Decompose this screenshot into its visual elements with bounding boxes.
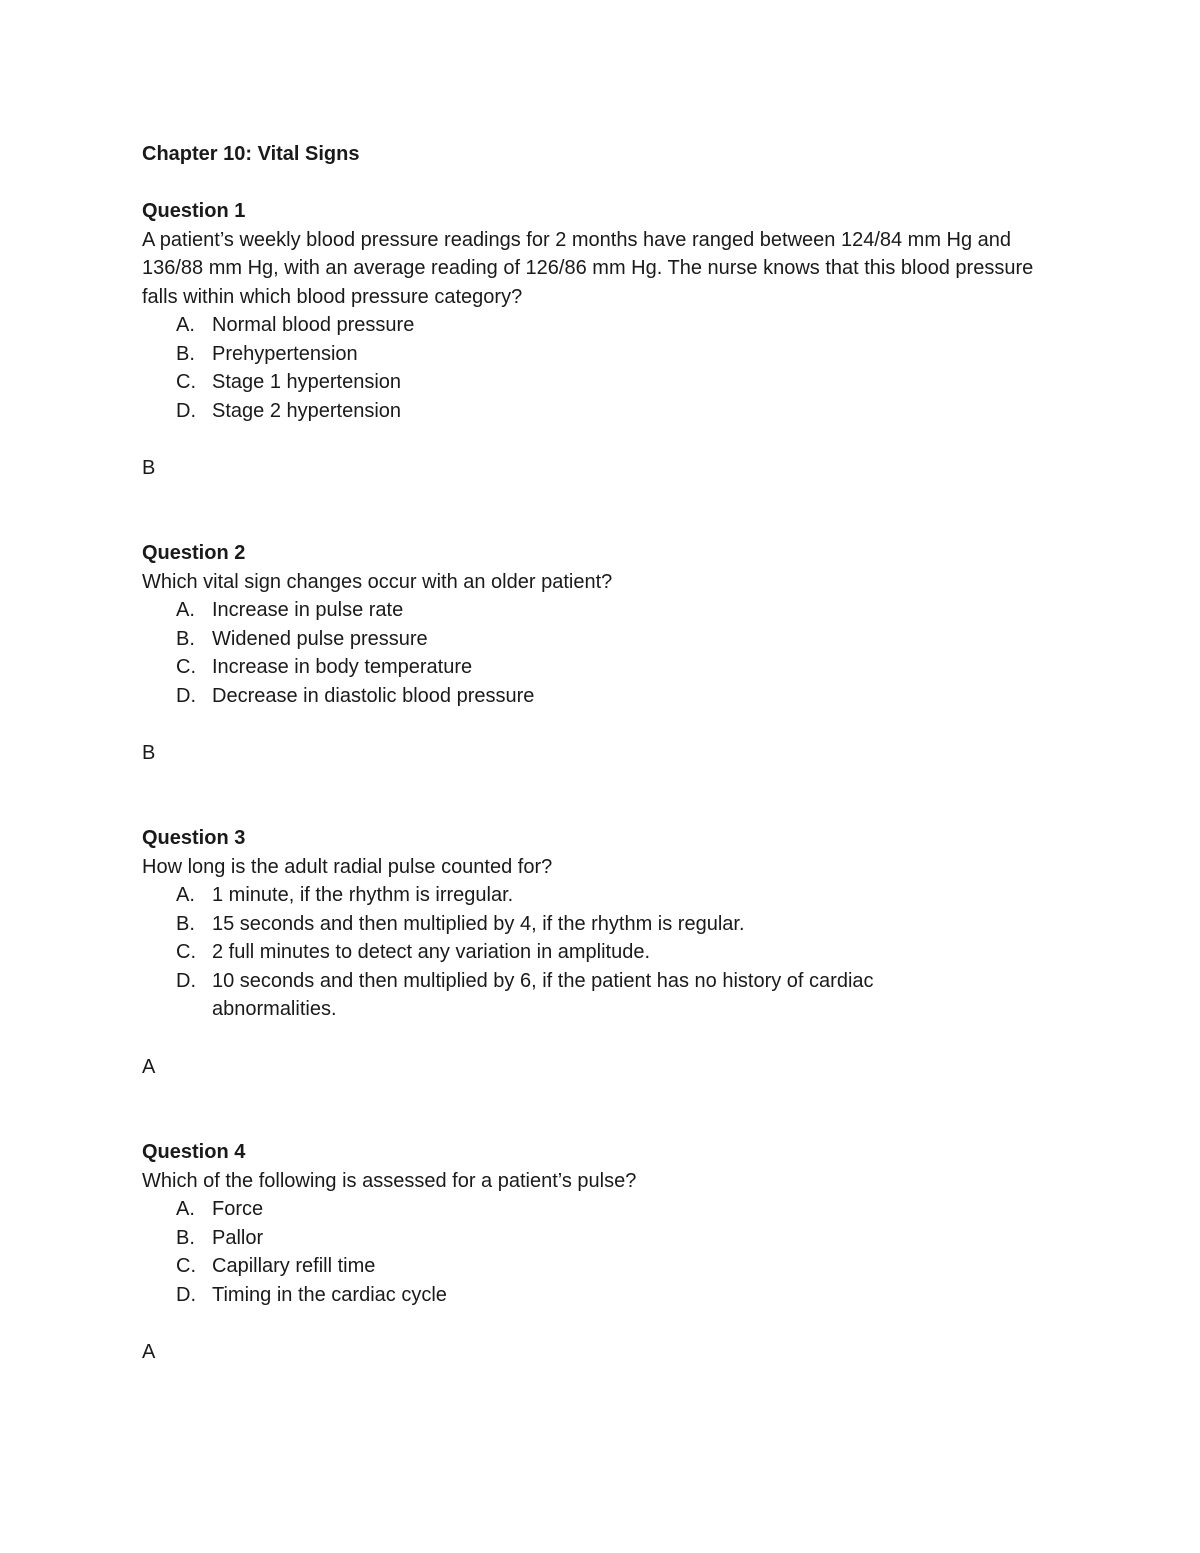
question-text: Which of the following is assessed for a patient’s pulse? bbox=[142, 1169, 637, 1192]
answer-key: B bbox=[142, 742, 156, 764]
option-text: Decrease in diastolic blood pressure bbox=[212, 684, 535, 707]
option-letter: C. bbox=[176, 1255, 196, 1277]
option-item bbox=[142, 311, 1072, 340]
question-text: A patient’s weekly blood pressure readings for 2 months have ranged between 124/84 mm Hg and 136/88 mm Hg, with an average reading of 126/86 mm Hg. The nurse knows that this blood pressure falls within which blood pressure category? bbox=[142, 228, 1034, 308]
option-item bbox=[142, 1224, 1072, 1253]
option-text: 10 seconds and then multiplied by 6, if the patient has no history of cardiac abnormalities. bbox=[212, 969, 874, 1020]
question-2 bbox=[142, 539, 1072, 710]
question-heading: Question 1 bbox=[142, 200, 246, 222]
answer-2 bbox=[142, 739, 1072, 768]
option-text: Capillary refill time bbox=[212, 1255, 376, 1277]
option-list bbox=[142, 881, 1072, 1024]
option-letter: D. bbox=[176, 1283, 196, 1306]
option-text: Increase in body temperature bbox=[212, 656, 473, 678]
option-item bbox=[142, 881, 1072, 910]
option-text: 15 seconds and then multiplied by 4, if the rhythm is regular. bbox=[212, 912, 745, 935]
option-text: Stage 1 hypertension bbox=[212, 371, 402, 393]
option-letter: A. bbox=[176, 599, 195, 621]
question-heading: Question 4 bbox=[142, 1141, 246, 1163]
option-letter: A. bbox=[176, 314, 195, 336]
option-text: Normal blood pressure bbox=[212, 314, 415, 336]
option-item bbox=[142, 1281, 1072, 1310]
answer-key: B bbox=[142, 457, 156, 479]
option-letter: C. bbox=[176, 941, 196, 963]
option-list bbox=[142, 1195, 1072, 1309]
option-item bbox=[142, 340, 1072, 369]
question-4 bbox=[142, 1138, 1072, 1309]
option-item bbox=[142, 682, 1072, 711]
option-letter: B. bbox=[176, 627, 195, 650]
question-heading: Question 2 bbox=[142, 542, 246, 564]
option-text: Pallor bbox=[212, 1226, 264, 1249]
option-letter: B. bbox=[176, 912, 195, 935]
option-letter: A. bbox=[176, 1198, 195, 1220]
option-text: Timing in the cardiac cycle bbox=[212, 1283, 447, 1306]
question-heading: Question 3 bbox=[142, 827, 246, 849]
option-list bbox=[142, 596, 1072, 710]
option-letter: D. bbox=[176, 399, 196, 422]
question-text: Which vital sign changes occur with an older patient? bbox=[142, 570, 613, 593]
answer-key: A bbox=[142, 1341, 156, 1363]
option-letter: B. bbox=[176, 342, 195, 365]
option-item bbox=[142, 1195, 1072, 1224]
option-item bbox=[142, 397, 1072, 426]
document-header bbox=[142, 140, 1072, 169]
option-list bbox=[142, 311, 1072, 425]
option-item bbox=[142, 938, 1072, 967]
option-text: Stage 2 hypertension bbox=[212, 399, 402, 422]
option-item bbox=[142, 653, 1072, 682]
option-text: Prehypertension bbox=[212, 342, 358, 365]
option-text: Increase in pulse rate bbox=[212, 599, 404, 621]
question-1 bbox=[142, 197, 1072, 425]
option-item bbox=[142, 1252, 1072, 1281]
question-text: How long is the adult radial pulse counted for? bbox=[142, 855, 553, 878]
option-item bbox=[142, 910, 1072, 939]
option-letter: D. bbox=[176, 969, 196, 992]
option-text: Force bbox=[212, 1198, 264, 1220]
option-letter: A. bbox=[176, 884, 195, 906]
option-text: 2 full minutes to detect any variation in amplitude. bbox=[212, 941, 651, 963]
question-3 bbox=[142, 824, 1072, 1024]
option-letter: B. bbox=[176, 1226, 195, 1249]
option-letter: C. bbox=[176, 656, 196, 678]
answer-key: A bbox=[142, 1056, 156, 1078]
answer-3 bbox=[142, 1053, 1072, 1082]
option-text: 1 minute, if the rhythm is irregular. bbox=[212, 884, 514, 906]
option-item bbox=[142, 967, 1072, 1024]
option-letter: C. bbox=[176, 371, 196, 393]
answer-1 bbox=[142, 454, 1072, 483]
page-title: Chapter 10: Vital Signs bbox=[142, 143, 360, 165]
answer-4 bbox=[142, 1338, 1072, 1367]
option-text: Widened pulse pressure bbox=[212, 627, 428, 650]
option-letter: D. bbox=[176, 684, 196, 707]
option-item bbox=[142, 368, 1072, 397]
option-item bbox=[142, 596, 1072, 625]
option-item bbox=[142, 625, 1072, 654]
